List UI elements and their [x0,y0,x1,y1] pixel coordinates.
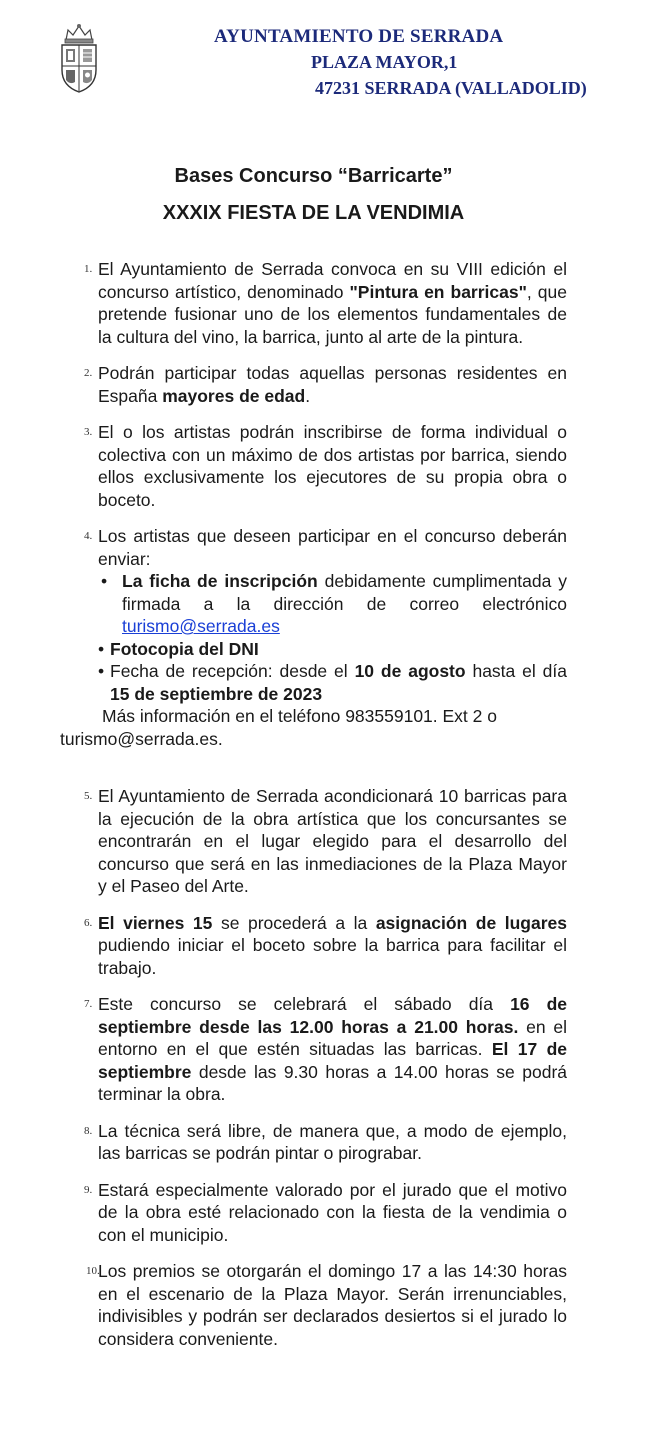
rule-number: 7. [84,998,93,1010]
rule-item-10: 10. Los premios se otorgarán el domingo 17 a las 14:30 horas en el escenario de la Plaza Mayor. Serán irrenunciables, indivisibles y podrán ser declarados desiertos si el jurado lo considera conveniente. [86,1261,567,1349]
rule-number: 4. [84,530,93,542]
rule-item-6: 6. El viernes 15 se procederá a la asignación de lugares pudiendo iniciar el boceto sobre la barrica para facilitar el trabajo. [84,912,568,978]
rule-item-2: 2. Podrán participar todas aquellas personas residentes en España mayores de edad. [84,363,567,406]
rule-item-5: 5. El Ayuntamiento de Serrada acondicionará 10 barricas para la ejecución de la obra artística que los concursantes se encontrarán en el lugar elegido para el desarrollo del concurso que será en las inmediaciones de la Plaza Mayor y el Paseo del Arte. [84,786,567,896]
rule-item-4: 4. Los artistas que deseen participar en el concurso deberán enviar: • La ficha de inscripción debidamente cumplimentada y firmada a la dirección de correo electrónico turismo@serrada.es • Fotocopia del DNI • Fecha de recepción: desde el 10 de agosto hasta el día 15 de septiembre de 2023 Más información en el teléfono 983559101. Ext 2 o turismo@serrada.es. [60,526,567,749]
org-address: PLAZA MAYOR,1 [311,52,458,72]
email-link[interactable]: turismo@serrada.es [122,616,280,636]
rule-item-1: 1. El Ayuntamiento de Serrada convoca en su VIII edición el concurso artístico, denominado "Pintura en barricas", que pretende fusionar uno de los elementos fundamentales de la cultura del vino, la barrica, junto al arte de la pintura. [84,259,567,347]
requirement-form: • La ficha de inscripción debidamente cumplimentada y firmada a la dirección de correo electrónico turismo@serrada.es [101,571,567,636]
more-info: Más información en el teléfono 983559101. Ext 2 o [102,706,497,726]
rule-item-8: 8. La técnica será libre, de manera que, a modo de ejemplo, las barricas se podrán pintar o pirograbar. [84,1120,567,1163]
rule-number: 6. [84,916,93,929]
rule-item-7: 7. Este concurso se celebrará el sábado día 16 de septiembre desde las 12.00 horas a 21.00 horas. en el entorno en el que estén situadas las barricas. El 17 de septiembre desde las 9.30 horas a 14.00 horas se podrá terminar la obra. [84,994,567,1104]
rule-number: 8. [84,1124,93,1137]
coat-of-arms-icon [58,22,100,94]
org-name: AYUNTAMIENTO DE SERRADA [214,26,504,47]
rule-item-3: 3. El o los artistas podrán inscribirse de forma individual o colectiva con un máximo de dos artistas por barrica, siendo ellos exclusivamente los ejecutores de su propia obra o boceto. [84,422,567,510]
requirement-dni: • Fotocopia del DNI [98,638,259,659]
rule-number: 5. [84,790,93,802]
rule-item-9: 9. Estará especialmente valorado por el jurado que el motivo de la obra esté relacionado con la fiesta de la vendimia o con el municipio. [84,1179,567,1245]
document-subtitle: XXXIX FIESTA DE LA VENDIMIA [162,202,465,224]
more-info-email: turismo@serrada.es. [60,728,223,749]
rule-number: 3. [84,426,93,438]
document-title: Bases Concurso “Barricarte” [174,165,453,187]
rules-list [0,258,671,1350]
letterhead [0,0,671,110]
rule-number: 10. [86,1265,100,1277]
org-city: 47231 SERRADA (VALLADOLID) [315,78,587,98]
rule-number: 9. [84,1183,93,1196]
rule-number: 1. [84,263,93,275]
rule-number: 2. [84,367,93,379]
requirement-dates: • Fecha de recepción: desde el 10 de agosto hasta el día 15 de septiembre de 2023 [98,661,567,704]
